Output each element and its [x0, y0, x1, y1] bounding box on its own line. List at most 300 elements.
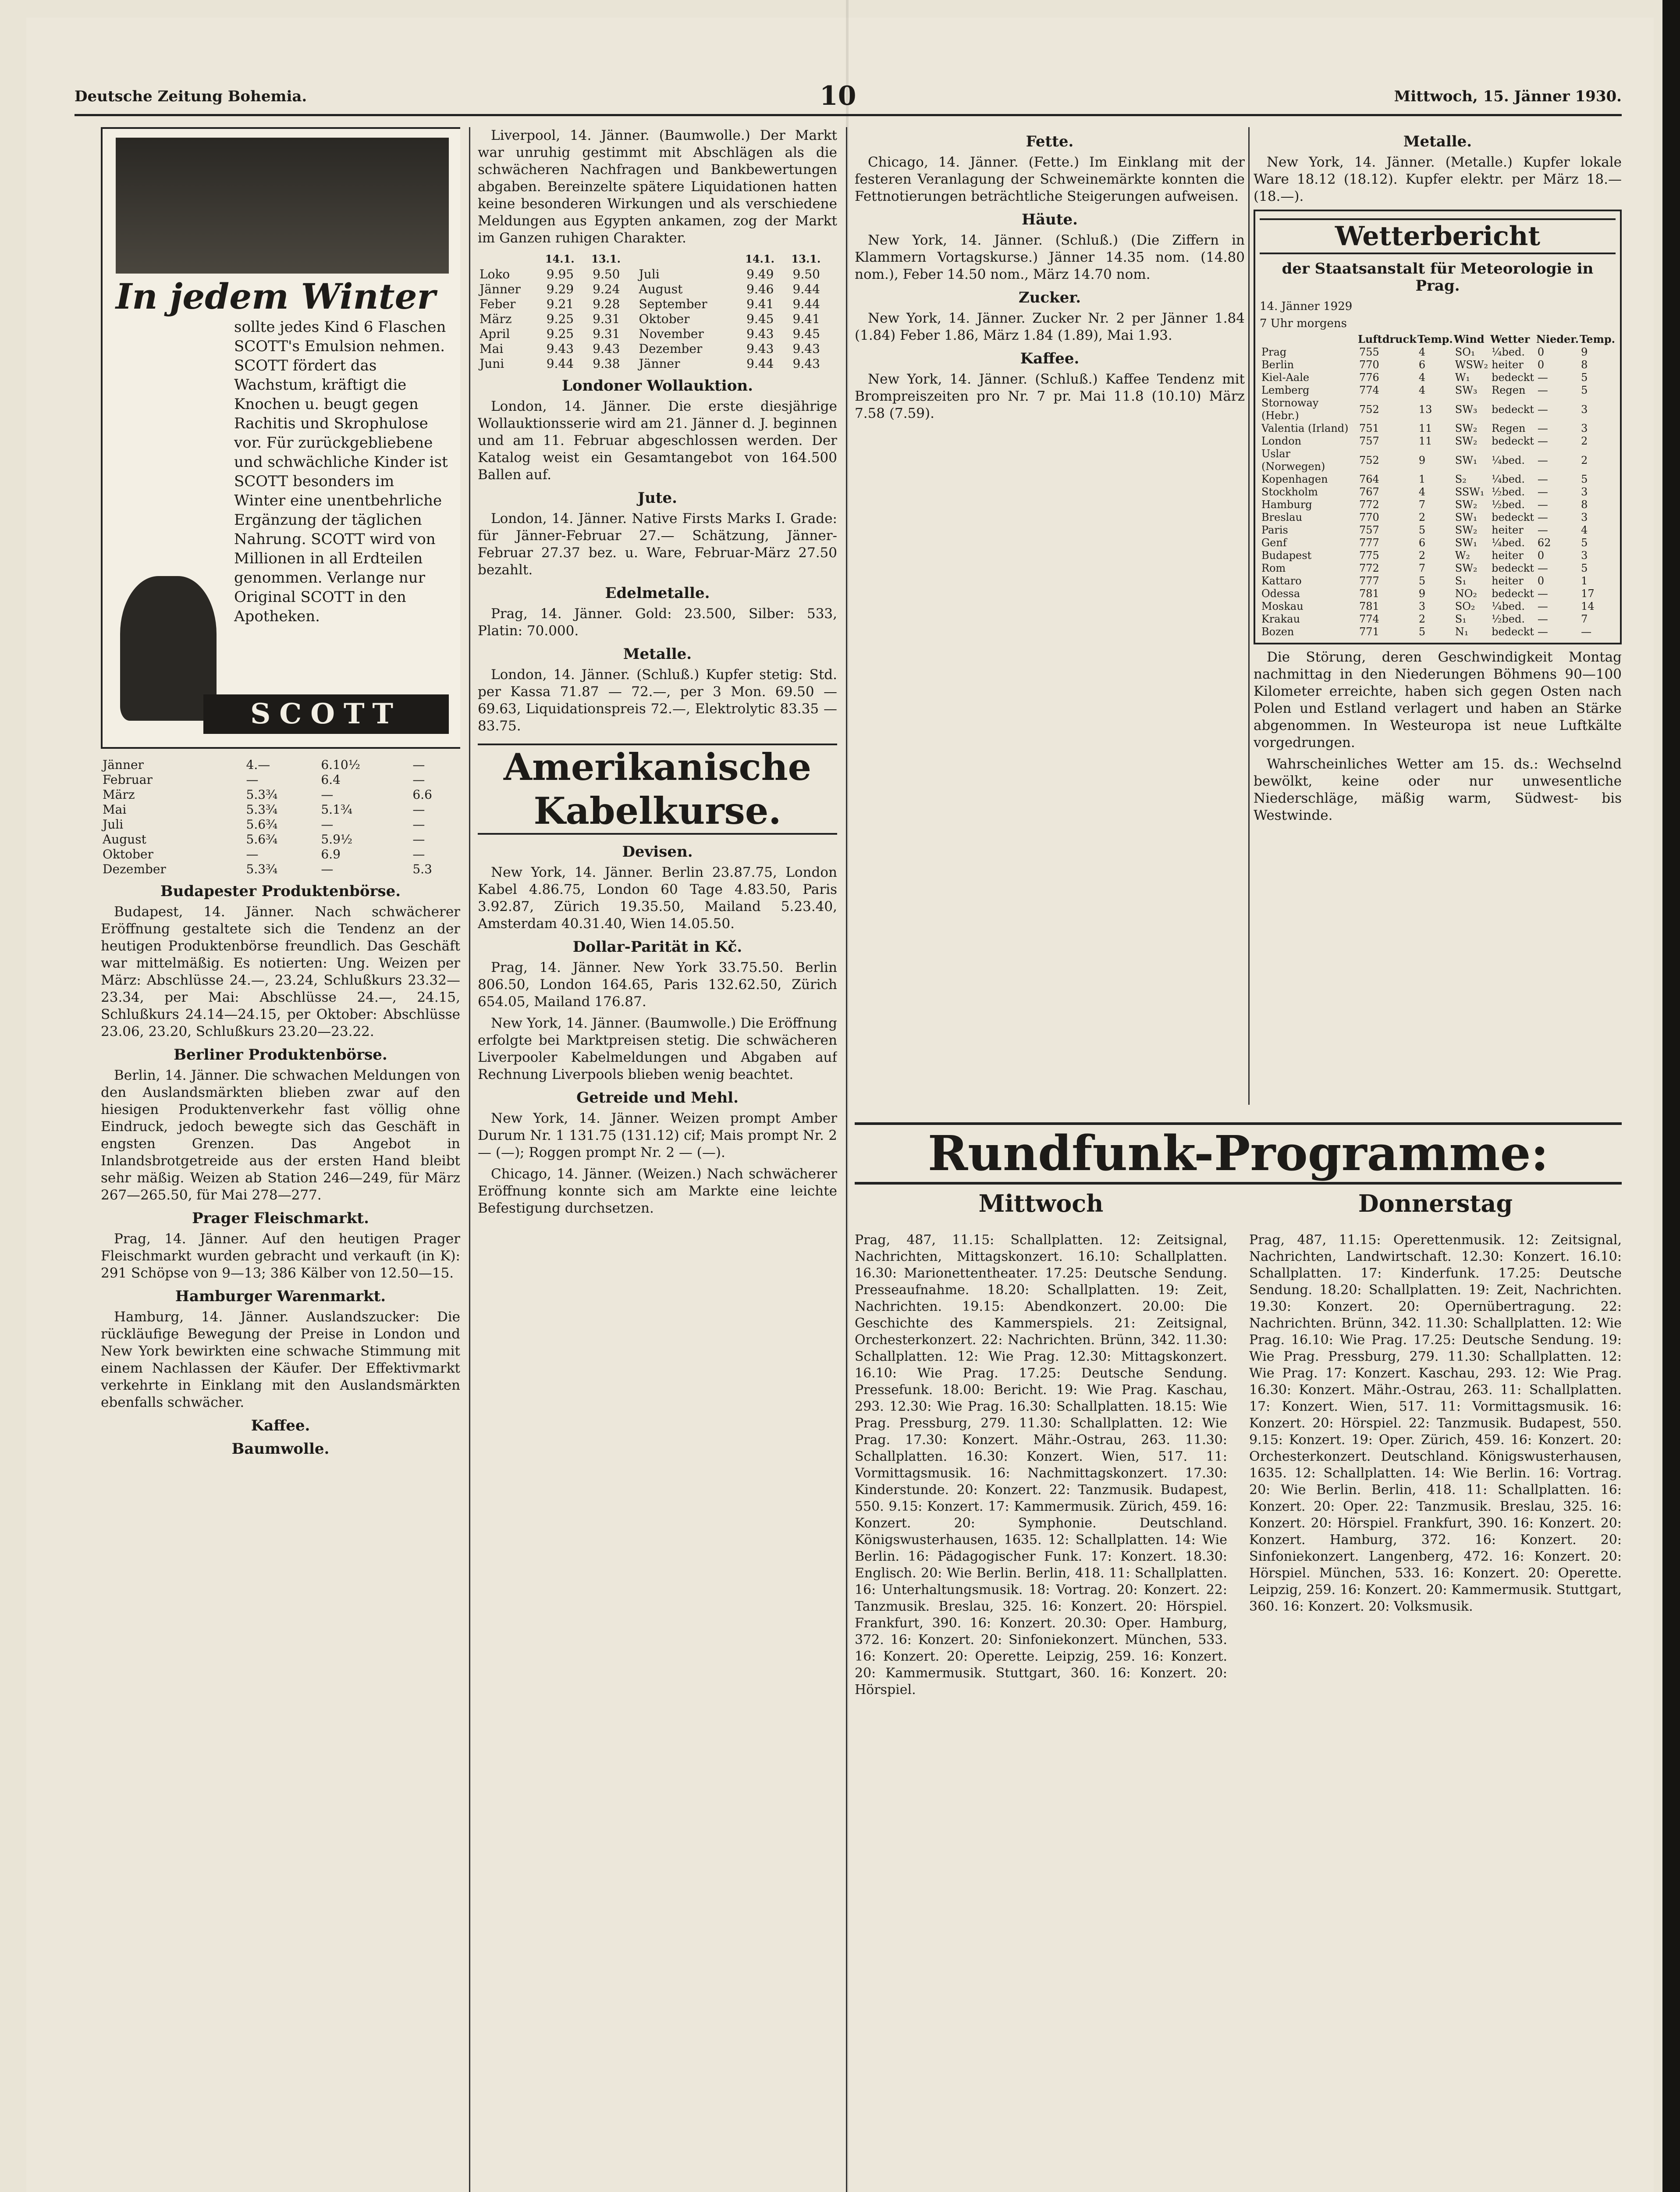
- table-row: [101, 862, 460, 877]
- table-cell: 9.41: [746, 297, 774, 311]
- table-row: [478, 312, 837, 327]
- table-cell: heiter: [1492, 359, 1524, 371]
- table-row: [101, 758, 460, 772]
- column-rule: [1248, 127, 1250, 1105]
- section-heading: Baumwolle.: [231, 1440, 330, 1458]
- table-cell: 751: [1359, 422, 1379, 434]
- table-cell: SW₂: [1455, 498, 1478, 511]
- table-cell: April: [479, 327, 510, 341]
- table-cell: 9.50: [593, 267, 620, 281]
- binding-edge: [1662, 0, 1680, 2192]
- table-cell: Genf: [1261, 537, 1287, 549]
- table-cell: Regen: [1492, 422, 1526, 434]
- table-cell: Februar: [103, 772, 153, 787]
- weather-station-row: [1260, 613, 1616, 626]
- weather-station-row: [1260, 600, 1616, 613]
- table-cell: 776: [1359, 371, 1379, 384]
- weather-date: 14. Jänner 1929: [1260, 300, 1353, 313]
- table-cell: 5: [1418, 626, 1426, 638]
- table-cell: 781: [1359, 600, 1379, 612]
- table-cell: 771: [1359, 626, 1379, 638]
- column-rule: [469, 127, 470, 2192]
- page-header: [75, 83, 1622, 116]
- table-cell: 777: [1359, 575, 1379, 587]
- table-cell: W₂: [1455, 549, 1470, 562]
- newspaper-name: Deutsche Zeitung Bohemia.: [75, 88, 307, 105]
- table-cell: 3: [1581, 549, 1588, 562]
- table-header-cell: Nieder.: [1536, 333, 1579, 345]
- table-cell: N₁: [1455, 626, 1469, 638]
- table-cell: 5: [1418, 575, 1426, 587]
- table-cell: 1: [1418, 473, 1426, 485]
- weather-station-row: [1260, 435, 1616, 448]
- table-cell: ½bed.: [1492, 486, 1525, 498]
- table-header-cell: Temp.: [1417, 333, 1453, 345]
- table-row: [101, 787, 460, 802]
- radio-wednesday: [855, 1188, 1227, 2192]
- table-cell: 4: [1418, 371, 1426, 384]
- table-header-cell: Temp.: [1580, 333, 1615, 345]
- table-cell: 3: [1418, 600, 1426, 612]
- table-cell: 9.49: [746, 267, 774, 281]
- table-cell: Hamburg: [1261, 498, 1312, 511]
- table-cell: Prag: [1261, 346, 1287, 358]
- radio-listing-wednesday: Prag, 487, 11.15: Schallplatten. 12: Zeitsignal, Nachrichten, Mittagskonzert. 16.10: Schallplatten. 16.30: Marionettentheater. 17.25: Deutsche Sendung. Presseaufnahme. 18.20: Schallplatten. 19: Zeit, Nachrichten. 19.15: Abendkonzert. 20.00: Die Geschichte des Kammerspiels. 21: Zeitsignal, Orchesterkonzert. 22: Nachrichten. Brünn, 342. 11.30: Schallplatten. 12: Wie Prag. 12.30: Mittagskonzert. 16.10: Wie Prag. 17.25: Deutsche Sendung. Pressefunk. 18.00: Bericht. 19: Wie Prag. Kaschau, 293. 12.30: Wie Prag. 16.30: Schallplatten. 18.15: Wie Prag. Pressburg, 279. 11.30: Schallplatten. 12: Wie Prag. 17.30: Konzert. Mähr.-Ostrau, 263. 11.30: Schallplatten. 16.30: Konzert. Wien, 517. 11: Vormittagsmusik. 16: Nachmittagskonzert. 17.30: Kinderstunde. 20: Konzert. 22: Tanzmusik. Budapest, 550. 9.15: Konzert. 17: Kammermusik. Zürich, 459. 16: Konzert. 20: Symphonie. Deutschland. Königswusterhausen, 1635. 12: Schallplatten. 14: Wie Berlin. 16: Pädagogischer Funk. 17: Konzert. 18.30: Englisch. 20: Wie Berlin. Berlin, 418. 11: Schallplatten. 16: Unterhaltungsmusik. 18: Vortrag. 20: Konzert. 22: Tanzmusik. Breslau, 325. 16: Konzert. 20: Hörspiel. Frankfurt, 390. 16: Konzert. 20.30: Oper. Hamburg, 372. 16: Konzert. 20: Sinfoniekonzert. München, 533. 16: Konzert. 20: Operette. Leipzig, 259. 16: Konzert. 20: Kammermusik. Stuttgart, 360. 16: Konzert. 20: Hörspiel.: [855, 1232, 1227, 1697]
- table-cell: 8: [1581, 359, 1588, 371]
- article-metalle: London, 14. Jänner. (Schluß.) Kupfer stetig: Std. per Kassa 71.87 — 72.—, per 3 Mon. 69.50 — 69.63, Liquidationspreis 72.—, Elektrolytic 83.35 — 83.75.: [478, 667, 837, 734]
- table-cell: 9.21: [546, 297, 574, 311]
- table-cell: 9.43: [746, 342, 774, 356]
- table-cell: 757: [1359, 435, 1379, 447]
- table-cell: Krakau: [1261, 613, 1300, 625]
- table-cell: Jänner: [103, 758, 144, 772]
- section-heading: Dollar-Parität in Kč.: [572, 938, 742, 956]
- table-cell: —: [1537, 613, 1548, 625]
- weather-report: [1254, 210, 1622, 644]
- table-cell: 9.25: [546, 312, 574, 326]
- table-cell: SW₁: [1455, 511, 1478, 523]
- table-cell: ½bed.: [1492, 498, 1525, 511]
- table-cell: 5.3¾: [246, 802, 278, 817]
- table-cell: —: [1537, 403, 1548, 416]
- table-cell: 3: [1581, 486, 1588, 498]
- table-cell: 4: [1581, 524, 1588, 536]
- article-baumwolle: New York, 14. Jänner. (Baumwolle.) Die Eröffnung erfolgte bei Marktpreisen stetig. Die schwächeren Liverpooler Kabelmeldungen und Abgaben auf Rechnung Liverpools blieben wenig beachtet.: [478, 1015, 837, 1082]
- table-cell: 772: [1359, 498, 1379, 511]
- table-cell: bedeckt: [1492, 511, 1534, 523]
- table-cell: 752: [1359, 454, 1379, 466]
- table-cell: 0: [1537, 575, 1545, 587]
- table-cell: 9.28: [593, 297, 620, 311]
- weather-subtitle: der Staatsanstalt für Meteorologie in Prag.: [1282, 260, 1594, 295]
- weather-station-row: [1260, 473, 1616, 486]
- table-cell: 6: [1418, 359, 1426, 371]
- table-header-row: [1260, 332, 1616, 346]
- table-cell: 5.1¾: [321, 802, 353, 817]
- table-cell: WSW₂: [1455, 359, 1488, 371]
- table-cell: —: [321, 787, 334, 802]
- table-cell: —: [1537, 626, 1548, 638]
- table-cell: 757: [1359, 524, 1379, 536]
- section-heading: Devisen.: [622, 843, 693, 861]
- table-cell: 5: [1581, 473, 1588, 485]
- table-row: [101, 847, 460, 862]
- table-cell: 5.3¾: [246, 862, 278, 876]
- table-cell: 8: [1581, 498, 1588, 511]
- ad-body: sollte jedes Kind 6 Flaschen SCOTT's Emulsion nehmen. SCOTT fördert das Wachstum, kräftigt die Knochen u. beugt gegen Rachitis und Skrophulose vor. Für zurückgebliebene und schwächliche Kinder ist SCOTT besonders im Winter eine unentbehrliche Ergänzung der täglichen Nahrung. SCOTT wird von Millionen in all Erdteilen genommen. Verlange nur Original SCOTT in den Apotheken.: [234, 318, 448, 625]
- table-cell: 2: [1418, 549, 1426, 562]
- table-cell: bedeckt: [1492, 626, 1534, 638]
- weather-station-row: [1260, 626, 1616, 638]
- table-cell: 7: [1418, 498, 1426, 511]
- table-cell: 5.6¾: [246, 832, 278, 847]
- scott-logo: SCOTT: [203, 694, 449, 734]
- table-cell: 774: [1359, 613, 1379, 625]
- table-cell: Paris: [1261, 524, 1288, 536]
- table-cell: S₁: [1455, 575, 1467, 587]
- weather-station-row: [1260, 371, 1616, 384]
- table-cell: —: [1537, 562, 1548, 574]
- table-cell: 1: [1581, 575, 1588, 587]
- section-heading: Jute.: [638, 489, 677, 507]
- table-cell: heiter: [1492, 524, 1524, 536]
- table-cell: Oktober: [639, 312, 690, 326]
- table-cell: SW₁: [1455, 454, 1478, 466]
- section-heading: Hamburger Warenmarkt.: [175, 1288, 386, 1305]
- table-cell: 3: [1581, 511, 1588, 523]
- table-cell: SW₂: [1455, 562, 1478, 574]
- table-cell: SO₂: [1455, 600, 1475, 612]
- radio-thursday: [1249, 1188, 1622, 2192]
- table-cell: Rom: [1261, 562, 1286, 574]
- table-cell: SW₃: [1455, 403, 1478, 416]
- table-cell: 9.95: [546, 267, 574, 281]
- table-cell: Mai: [479, 342, 504, 356]
- table-cell: 4.—: [246, 758, 270, 772]
- table-cell: 9.44: [792, 297, 820, 311]
- table-cell: Kopenhagen: [1261, 473, 1328, 485]
- table-cell: Stockholm: [1261, 486, 1318, 498]
- day-heading-wednesday: Mittwoch: [978, 1189, 1104, 1217]
- table-cell: SW₁: [1455, 537, 1478, 549]
- table-cell: 9: [1418, 454, 1426, 466]
- table-cell: März: [479, 312, 512, 326]
- article-berlin: Berlin, 14. Jänner. Die schwachen Meldungen von den Auslandsmärkten blieben zwar auf den hiesigen Produktenverkehr fast völlig ohne Eindruck, jedoch bewegte sich das Geschäft in engsten Grenzen. Das Angebot in Inlandsbrotgetreide aus der ersten Hand bleibt sehr mäßig. Weizen ab Station 246—249, für März 267—265.50, für Mai 278—277.: [101, 1068, 460, 1203]
- table-cell: 5: [1581, 384, 1588, 396]
- table-cell: —: [1537, 384, 1548, 396]
- weather-station-row: [1260, 537, 1616, 549]
- weather-forecast: Wahrscheinliches Wetter am 15. ds.: Wechselnd bewölkt, keine oder nur unwesentliche Niederschläge, mäßig warm, Südwest- bis Westwinde.: [1254, 756, 1622, 823]
- table-cell: 6.6: [412, 787, 432, 802]
- table-cell: —: [412, 832, 425, 847]
- kabelkurse-heading: Amerikanische Kabelkurse.: [478, 744, 837, 835]
- table-cell: 9.25: [546, 327, 574, 341]
- table-cell: 7: [1581, 613, 1588, 625]
- table-header-cell: Wetter: [1490, 333, 1530, 345]
- table-cell: 9.43: [593, 342, 620, 356]
- table-cell: 770: [1359, 511, 1379, 523]
- table-cell: 9.38: [593, 356, 620, 371]
- table-cell: ¼bed.: [1492, 537, 1525, 549]
- day-heading-thursday: Donnerstag: [1358, 1189, 1513, 1217]
- table-cell: August: [639, 282, 683, 296]
- table-cell: SO₁: [1455, 346, 1475, 358]
- table-cell: November: [639, 327, 704, 341]
- column-1: [101, 127, 460, 2192]
- table-cell: Kiel-Aale: [1261, 371, 1310, 384]
- table-cell: August: [103, 832, 146, 847]
- table-cell: 4: [1418, 384, 1426, 396]
- table-cell: Juli: [639, 267, 660, 281]
- table-cell: Lemberg: [1261, 384, 1310, 396]
- table-cell: 5.3¾: [246, 787, 278, 802]
- table-cell: 5.6¾: [246, 817, 278, 832]
- section-heading: Metalle.: [623, 645, 692, 663]
- table-cell: Moskau: [1261, 600, 1304, 612]
- table-cell: Juli: [103, 817, 124, 832]
- table-cell: 767: [1359, 486, 1379, 498]
- weather-station-row: [1260, 486, 1616, 498]
- weather-title: Wetterbericht: [1260, 218, 1616, 254]
- table-cell: bedeckt: [1492, 587, 1534, 600]
- weather-station-row: [1260, 359, 1616, 371]
- article-hamburg: Hamburg, 14. Jänner. Auslandszucker: Die rückläufige Bewegung der Preise in London und New York bewirkten eine schwache Stimmung mit einem Nachlassen der Käufer. Der Effektivmarkt verkehrte in Einklang mit den Auslandsmärkten ebenfalls schwächer.: [101, 1309, 460, 1410]
- weather-station-row: [1260, 384, 1616, 397]
- table-cell: 2: [1418, 511, 1426, 523]
- table-header-cell: [637, 251, 745, 267]
- table-cell: 9.43: [546, 342, 574, 356]
- article-fette: Chicago, 14. Jänner. (Fette.) Im Einklang mit der festeren Veranlagung der Schweinemärkte konnten die Fettnotierungen beträchtliche Steigerungen aufweisen.: [855, 154, 1245, 204]
- table-cell: SW₂: [1455, 524, 1478, 536]
- table-cell: Odessa: [1261, 587, 1300, 600]
- table-cell: 781: [1359, 587, 1379, 600]
- table-cell: 9.45: [792, 327, 820, 341]
- table-cell: —: [1537, 498, 1548, 511]
- weather-station-row: [1260, 524, 1616, 537]
- table-cell: ¼bed.: [1492, 346, 1525, 358]
- table-cell: 5: [1581, 562, 1588, 574]
- table-cell: 6: [1418, 537, 1426, 549]
- table-cell: Uslar (Norwegen): [1261, 448, 1325, 473]
- table-cell: 5: [1581, 537, 1588, 549]
- table-cell: 9.31: [593, 312, 620, 326]
- table-cell: 772: [1359, 562, 1379, 574]
- article-haeute: New York, 14. Jänner. (Schluß.) (Die Ziffern in Klammern Vortagskurse.) Jänner 14.35 nom. (14.80 nom.), Feber 14.50 nom., März 14.70 nom.: [855, 232, 1245, 282]
- table-cell: Jänner: [639, 356, 680, 371]
- table-row: [101, 772, 460, 787]
- table-header-cell: [478, 251, 545, 267]
- table-cell: 62: [1537, 537, 1551, 549]
- table-cell: 7: [1418, 562, 1426, 574]
- section-heading: Edelmetalle.: [605, 584, 710, 602]
- table-cell: 4: [1418, 486, 1426, 498]
- table-cell: September: [639, 297, 707, 311]
- table-header-cell: Luftdruck: [1357, 333, 1417, 345]
- section-heading: Metalle.: [1403, 133, 1472, 150]
- table-cell: 9.41: [792, 312, 820, 326]
- table-cell: 9.45: [746, 312, 774, 326]
- budapest-table: [101, 758, 460, 877]
- table-cell: 14: [1581, 600, 1595, 612]
- section-heading: Budapester Produktenbörse.: [160, 882, 401, 900]
- table-row: [478, 327, 837, 342]
- weather-station-row: [1260, 562, 1616, 575]
- table-row: [478, 356, 837, 371]
- table-cell: 6.4: [321, 772, 341, 787]
- column-rule: [846, 127, 847, 2192]
- table-cell: 770: [1359, 359, 1379, 371]
- table-header-cell: 14.1.: [545, 253, 575, 265]
- table-cell: Dezember: [639, 342, 703, 356]
- table-cell: bedeckt: [1492, 562, 1534, 574]
- table-cell: Stornoway (Hebr.): [1261, 397, 1319, 422]
- table-header-cell: [1260, 332, 1357, 346]
- table-cell: 2: [1581, 435, 1588, 447]
- table-cell: —: [1537, 486, 1548, 498]
- article-kaffee: New York, 14. Jänner. (Schluß.) Kaffee Tendenz mit Brompreiszeiten pro Nr. 7 pr. Mai 11.8 (10.10) März 7.58 (7.59).: [855, 371, 1245, 421]
- liverpool-table: [478, 251, 837, 371]
- table-cell: 2: [1581, 454, 1588, 466]
- article-devisen: New York, 14. Jänner. Berlin 23.87.75, London Kabel 4.86.75, London 60 Tage 4.83.50, Paris 3.92.87, Zürich 19.35.50, Mailand 5.23.40, Amsterdam 40.31.40, Wien 14.05.50.: [478, 865, 837, 932]
- table-cell: 0: [1537, 359, 1545, 371]
- weather-station-row: [1260, 511, 1616, 524]
- table-cell: Dezember: [103, 862, 166, 876]
- table-cell: SSW₁: [1455, 486, 1485, 498]
- table-cell: 6.10½: [321, 758, 360, 772]
- table-cell: —: [321, 862, 334, 876]
- table-cell: Loko: [479, 267, 510, 281]
- article-edelmetalle: Prag, 14. Jänner. Gold: 23.500, Silber: 533, Platin: 70.000.: [478, 606, 837, 639]
- table-cell: Feber: [479, 297, 516, 311]
- radio-listing-thursday: Prag, 487, 11.15: Operettenmusik. 12: Zeitsignal, Nachrichten, Landwirtschaft. 12.30: Konzert. 16.10: Schallplatten. 17: Kinderfunk. 17.25: Deutsche Sendung. 18.20: Schallplatten. 19: Zeit, Nachrichten. 19.30: Konzert. 20: Opernübertragung. 22: Nachrichten. Brünn, 342. 11.30: Schallplatten. 12: Wie Prag. 16.10: Wie Prag. 17.25: Deutsche Sendung. 19: Wie Prag. Pressburg, 279. 11.30: Schallplatten. 12: Wie Prag. 17: Konzert. Kaschau, 293. 12: Wie Prag. 16.30: Konzert. Mähr.-Ostrau, 263. 11: Schallplatten. 17: Konzert. Wien, 517. 11: Vormittagsmusik. 16: Konzert. 20: Hörspiel. 22: Tanzmusik. Budapest, 550. 9.15: Konzert. 19: Oper. Zürich, 459. 16: Konzert. 20: Orchesterkonzert. Deutschland. Königswusterhausen, 1635. 12: Schallplatten. 14: Wie Berlin. 16: Vortrag. 20: Wie Berlin. Berlin, 418. 11: Schallplatten. 16: Konzert. 20: Oper. 22: Tanzmusik. Breslau, 325. 16: Konzert. 20: Hörspiel. Frankfurt, 390. 16: Konzert. 20: Konzert. Hamburg, 372. 16: Konzert. 20: Sinfoniekonzert. Langenberg, 472. 16: Konzert. 20: Hörspiel. München, 533. 16: Konzert. 20: Operette. Leipzig, 259. 16: Konzert. 20: Kammermusik. Stuttgart, 360. 16: Konzert. 20: Volksmusik.: [1249, 1232, 1622, 1614]
- section-heading: Kaffee.: [251, 1417, 310, 1434]
- article-dollar: Prag, 14. Jänner. New York 33.75.50. Berlin 806.50, London 164.65, Paris 132.62.50, Zürich 654.05, Mailand 176.87.: [478, 960, 837, 1010]
- table-header-cell: Wind: [1453, 333, 1485, 345]
- table-cell: 5: [1581, 371, 1588, 384]
- table-cell: 9.44: [792, 282, 820, 296]
- table-cell: Mai: [103, 802, 127, 817]
- weather-station-row: [1260, 346, 1616, 359]
- table-cell: 764: [1359, 473, 1379, 485]
- table-cell: Budapest: [1261, 549, 1312, 562]
- column-2: [478, 127, 837, 2192]
- article-liverpool: Liverpool, 14. Jänner. (Baumwolle.) Der Markt war unruhig gestimmt mit Abschlägen als die schwächeren Nachfragen und Bankbewertungen abgaben. Bereinzelte spätere Liquidationen hatten keine besonderen Wirkungen und als verschiedene Meldungen aus Egypten ankamen, zog der Markt im Ganzen ruhigen Charakter.: [478, 128, 837, 246]
- table-cell: 9.44: [546, 356, 574, 371]
- table-cell: SW₂: [1455, 435, 1478, 447]
- table-row: [101, 817, 460, 832]
- table-cell: 11: [1418, 435, 1432, 447]
- table-cell: Juni: [479, 356, 504, 371]
- table-cell: Breslau: [1261, 511, 1303, 523]
- table-cell: 6.9: [321, 847, 341, 861]
- table-cell: Berlin: [1261, 359, 1294, 371]
- table-cell: 3: [1581, 422, 1588, 434]
- table-cell: —: [1537, 473, 1548, 485]
- article-metalle-ny: New York, 14. Jänner. (Metalle.) Kupfer lokale Ware 18.12 (18.12). Kupfer elektr. per März 18.— (18.—).: [1254, 154, 1622, 204]
- table-cell: 752: [1359, 403, 1379, 416]
- column-3: [855, 127, 1245, 1105]
- table-header-cell: 13.1.: [591, 253, 621, 265]
- table-cell: —: [1537, 511, 1548, 523]
- table-cell: heiter: [1492, 575, 1524, 587]
- weather-station-row: [1260, 397, 1616, 422]
- table-cell: 4: [1418, 346, 1426, 358]
- table-cell: S₁: [1455, 613, 1467, 625]
- table-cell: —: [412, 758, 425, 772]
- weather-station-row: [1260, 498, 1616, 511]
- table-cell: heiter: [1492, 549, 1524, 562]
- ad-fisherman-figure: [120, 576, 217, 721]
- table-cell: —: [1537, 371, 1548, 384]
- section-heading: Kaffee.: [1020, 350, 1080, 367]
- table-cell: 777: [1359, 537, 1379, 549]
- table-cell: 2: [1418, 613, 1426, 625]
- table-row: [478, 267, 837, 282]
- article-jute: London, 14. Jänner. Native Firsts Marks I. Grade: für Jänner-Februar 27.— Schätzung, Jänner-Februar 27.37 bez. u. Ware, Februar-März 27.50 bezahlt.: [478, 511, 837, 578]
- ad-headline: In jedem Winter: [116, 276, 436, 317]
- table-cell: 755: [1359, 346, 1379, 358]
- table-cell: bedeckt: [1492, 403, 1534, 416]
- table-header-cell: 14.1.: [745, 253, 774, 265]
- weather-time: 7 Uhr morgens: [1260, 317, 1347, 330]
- section-heading: Fette.: [1026, 133, 1074, 150]
- table-cell: 9: [1418, 587, 1426, 600]
- column-4: [1254, 127, 1622, 1105]
- table-cell: 9: [1581, 346, 1588, 358]
- weather-station-row: [1260, 587, 1616, 600]
- table-cell: 17: [1581, 587, 1595, 600]
- radio-programmes: [855, 1122, 1622, 2192]
- table-cell: S₂: [1455, 473, 1467, 485]
- table-cell: Bozen: [1261, 626, 1294, 638]
- page-number: 10: [820, 81, 856, 111]
- table-cell: —: [1537, 587, 1548, 600]
- table-cell: 5.3: [412, 862, 432, 876]
- table-cell: ¼bed.: [1492, 473, 1525, 485]
- table-cell: Jänner: [479, 282, 521, 296]
- table-cell: 5: [1418, 524, 1426, 536]
- table-cell: ¼bed.: [1492, 600, 1525, 612]
- table-cell: 9.29: [546, 282, 574, 296]
- table-cell: 9.31: [593, 327, 620, 341]
- table-cell: ¼bed.: [1492, 454, 1525, 466]
- table-cell: 9.43: [792, 342, 820, 356]
- table-row: [478, 297, 837, 312]
- section-heading: Getreide und Mehl.: [576, 1089, 739, 1107]
- table-cell: London: [1261, 435, 1302, 447]
- table-cell: 9.44: [746, 356, 774, 371]
- table-header-row: [478, 251, 837, 267]
- table-cell: —: [1537, 435, 1548, 447]
- table-cell: SW₃: [1455, 384, 1478, 396]
- scott-advertisement: [101, 127, 460, 749]
- table-cell: 9.50: [792, 267, 820, 281]
- table-cell: 0: [1537, 346, 1545, 358]
- table-cell: 3: [1581, 403, 1588, 416]
- article-getreide: New York, 14. Jänner. Weizen prompt Amber Durum Nr. 1 131.75 (131.12) cif; Mais prompt Nr. 2 — (—); Roggen prompt Nr. 2 — (—).: [478, 1110, 837, 1160]
- ad-illustration: [116, 138, 449, 274]
- weather-station-row: [1260, 549, 1616, 562]
- table-cell: —: [412, 772, 425, 787]
- table-cell: 9.24: [593, 282, 620, 296]
- table-cell: W₁: [1455, 371, 1470, 384]
- weather-station-row: [1260, 422, 1616, 435]
- article-londoner: London, 14. Jänner. Die erste diesjährige Wollauktionsserie wird am 21. Jänner d. J. beginnen und am 11. Februar abgeschlossen werden. Der Katalog weist ein Gesamtangebot von 164.500 Ballen auf.: [478, 399, 837, 483]
- table-cell: —: [412, 847, 425, 861]
- table-cell: —: [1537, 524, 1548, 536]
- table-cell: —: [321, 817, 334, 832]
- article-zucker: New York, 14. Jänner. Zucker Nr. 2 per Jänner 1.84 (1.84) Feber 1.86, März 1.84 (1.89), Mai 1.93.: [855, 310, 1245, 343]
